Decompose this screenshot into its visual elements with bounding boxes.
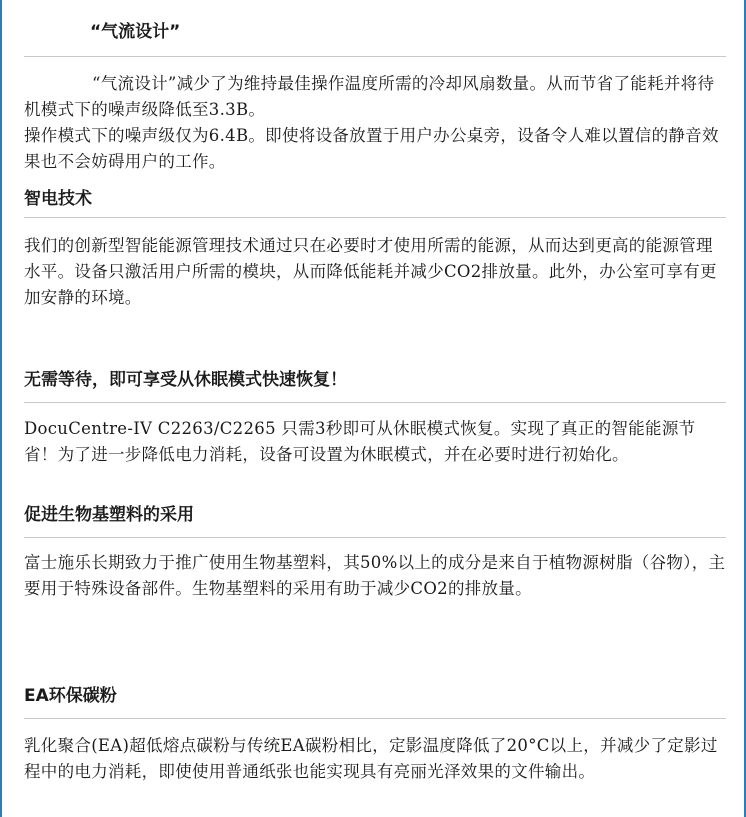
section-divider bbox=[24, 402, 726, 403]
left-frame-border bbox=[0, 0, 2, 817]
section-divider bbox=[24, 56, 726, 57]
section-title: EA环保碳粉 bbox=[24, 686, 117, 706]
section-paragraph: 我们的创新型智能能源管理技术通过只在必要时才使用所需的能源，从而达到更高的能源管理水平。设备只激活用户所需的模块，从而降低能耗并减少CO2排放量。此外，办公室可享有更加安静的环境。 bbox=[24, 236, 717, 307]
section-paragraph: “气流设计”减少了为维持最佳操作温度所需的冷却风扇数量。从而节省了能耗并将待机模式下的噪声级降低至3.3B。 bbox=[24, 74, 715, 119]
section-divider bbox=[24, 537, 726, 538]
section-paragraph: 乳化聚合(EA)超低熔点碳粉与传统EA碳粉相比，定影温度降低了20°C以上，并减少了定影过程中的电力消耗，即使使用普通纸张也能实现具有亮丽光泽效果的文件输出。 bbox=[24, 736, 718, 781]
section-title: 智电技术 bbox=[24, 189, 92, 209]
section-title: 促进生物基塑料的采用 bbox=[24, 505, 194, 525]
section-divider bbox=[24, 217, 726, 218]
section-divider bbox=[24, 718, 726, 719]
section-title: 无需等待，即可享受从休眠模式快速恢复！ bbox=[24, 370, 347, 390]
section-title: “气流设计” bbox=[90, 22, 181, 42]
section-paragraph: 富士施乐长期致力于推广使用生物基塑料，其50%以上的成分是来自于植物源树脂（谷物），主要用于特殊设备部件。生物基塑料的采用有助于减少CO2的排放量。 bbox=[24, 553, 726, 598]
section-paragraph: 操作模式下的噪声级仅为6.4B。即使将设备放置于用户办公桌旁，设备令人难以置信的静音效果也不会妨碍用户的工作。 bbox=[24, 126, 719, 171]
section-paragraph: DocuCentre-IV C2263/C2265 只需3秒即可从休眠模式恢复。实现了真正的智能能源节省！为了进一步降低电力消耗，设备可设置为休眠模式，并在必要时进行初始化。 bbox=[24, 419, 696, 464]
